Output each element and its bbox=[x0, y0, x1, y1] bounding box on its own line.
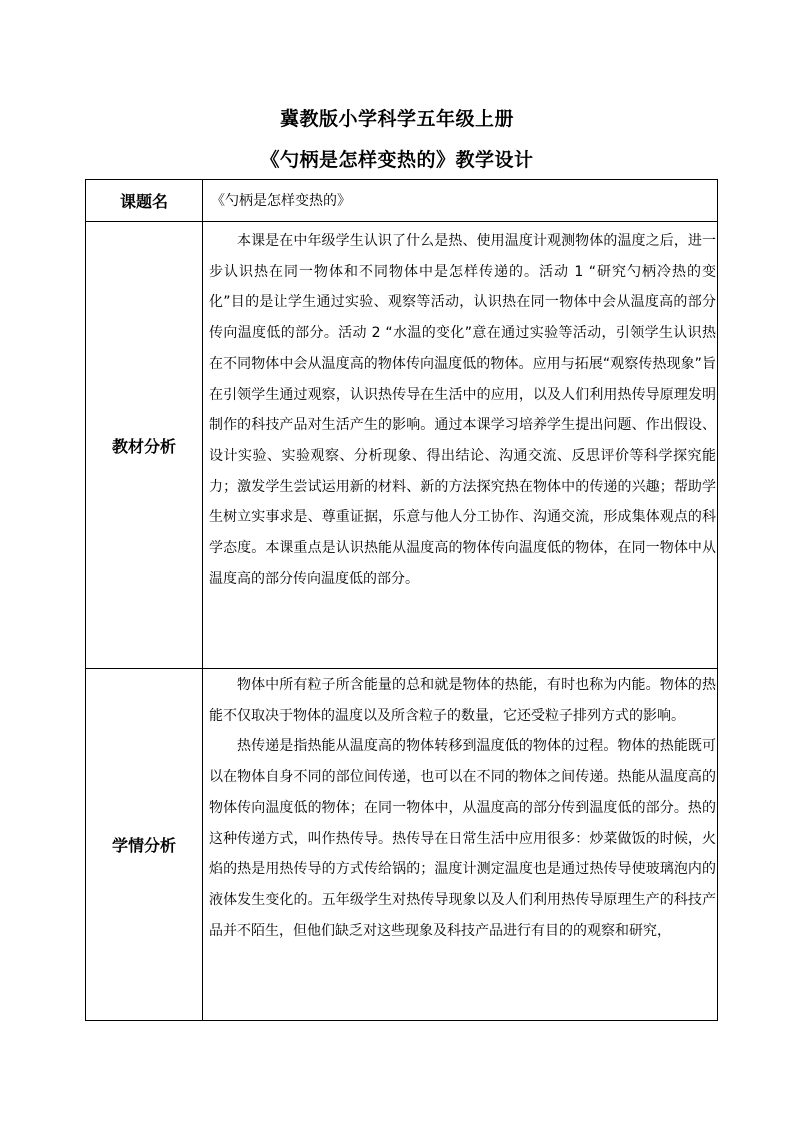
table-row-student-analysis bbox=[86, 669, 718, 1021]
table-row-textbook-analysis bbox=[86, 222, 718, 669]
lesson-design-table bbox=[85, 179, 718, 1021]
row-content-textbook-analysis bbox=[203, 222, 718, 669]
table-row-lesson-name bbox=[86, 180, 718, 222]
row-label-student-analysis: 学情分析 bbox=[86, 669, 203, 1021]
row-label-textbook-analysis: 教材分析 bbox=[86, 222, 203, 669]
document-subtitle: 《勺柄是怎样变热的》教学设计 bbox=[260, 149, 534, 171]
lesson-name-value: 《勺柄是怎样变热的》 bbox=[211, 192, 351, 209]
row-content-lesson-name bbox=[203, 180, 718, 222]
student-analysis-paragraph-1: 物体中所有粒子所含能量的总和就是物体的热能，有时也称为内能。物体的热能不仅取决于物体的温度以及所含粒子的数量，它还受粒子排列方式的影响。 bbox=[209, 677, 716, 724]
student-analysis-paragraph-2: 热传递是指热能从温度高的物体转移到温度低的物体的过程。物体的热能既可以在物体自身不同的部位间传递，也可以在不同的物体之间传递。热能从温度高的物体传向温度低的物体；在同一物体中，从温度高的部分传到温度低的部分。热的这种传递方式，叫作热传导。热传导在日常生活中应用很多：炒菜做饭的时候，火焰的热是用热传导的方式传给锅的；温度计测定温度也是通过热传导使玻璃泡内的液体发生变化的。五年级学生对热传导现象以及人们利用热传导原理生产的科技产品并不陌生，但他们缺乏对这些现象及科技产品进行有目的的观察和研究， bbox=[209, 738, 716, 939]
textbook-analysis-paragraph: 本课是在中年级学生认识了什么是热、使用温度计观测物体的温度之后，进一步认识热在同一物体和不同物体中是怎样传递的。活动 1 “研究勺柄冷热的变化”目的是让学生通过实验、观察等活动，认识热在同一物体中会从温度高的部分传向温度低的部分。活动 2 “水温的变化”意在通过实验等活动，引领学生认识热在不同物体中会从温度高的物体传向温度低的物体。应用与拓展“观察传热现象”旨在引领学生通过观察，认识热传导在生活中的应用，以及人们利用热传导原理发明制作的科技产品对生活产生的影响。通过本课学习培养学生提出问题、作出假设、设计实验、实验观察、分析现象、得出结论、沟通交流、反思评价等科学探究能力；激发学生尝试运用新的材料、新的方法探究热在物体中的传递的兴趣；帮助学生树立实事求是、尊重证据，乐意与他人分工协作、沟通交流，形成集体观点的科学态度。本课重点是认识热能从温度高的物体传向温度低的物体，在同一物体中从温度高的部分传向温度低的部分。 bbox=[209, 233, 716, 587]
row-label-lesson-name: 课题名 bbox=[86, 180, 203, 222]
document-title: 冀教版小学科学五年级上册 bbox=[279, 108, 514, 130]
row-content-student-analysis bbox=[203, 669, 718, 1021]
